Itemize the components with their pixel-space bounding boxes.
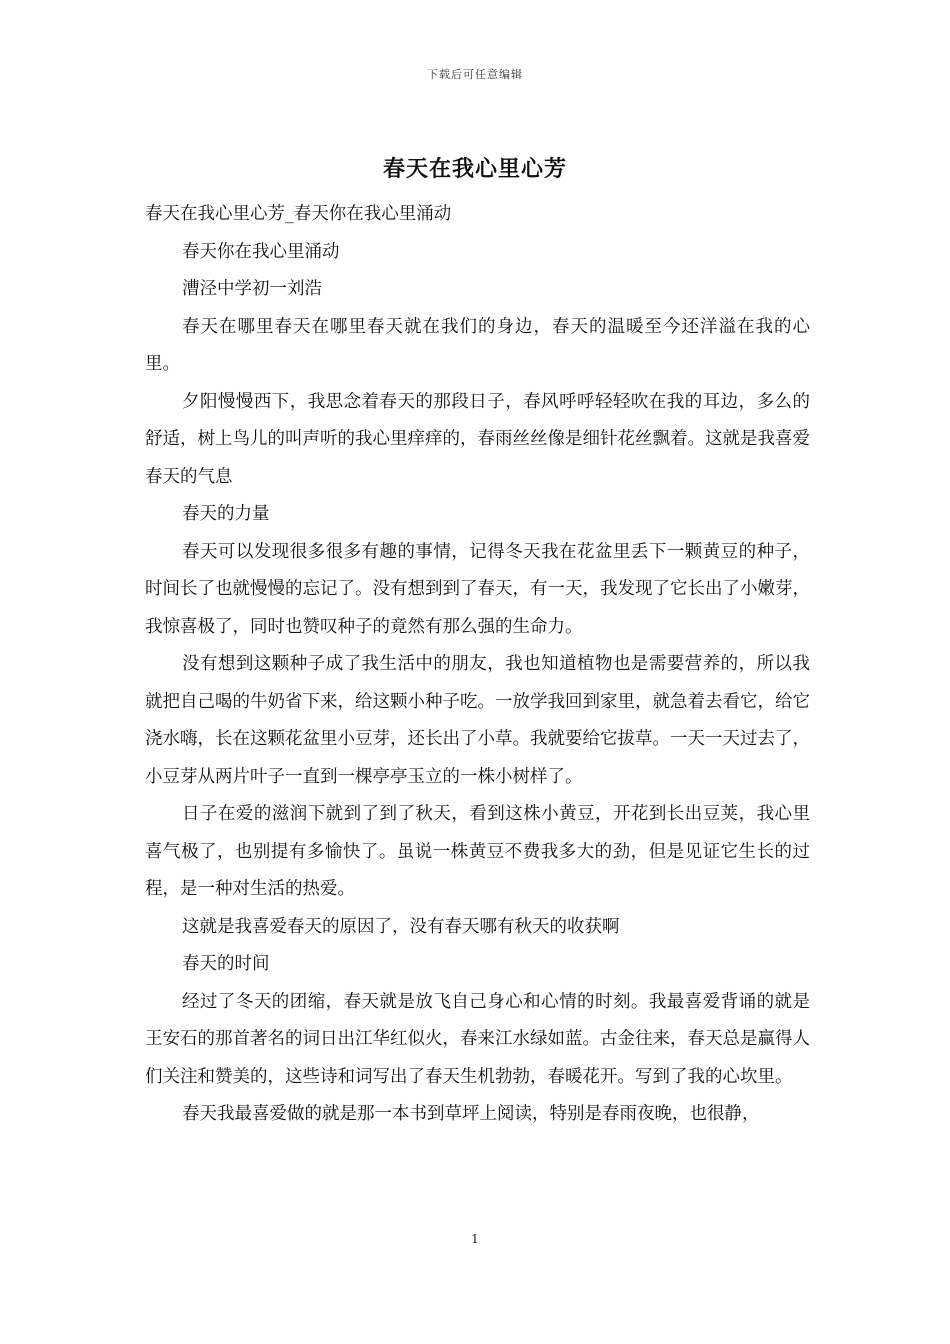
section-heading: 春天的时间	[182, 954, 270, 974]
paragraph: 这就是我喜爱春天的原因了，没有春天哪有秋天的收获啊	[182, 916, 620, 937]
document-title: 春天在我心里心芳	[382, 156, 567, 182]
paragraph-subtitle: 春天在我心里心芳_春天你在我心里涌动	[145, 204, 452, 224]
paragraph: 春天可以发现很多很多有趣的事情，记得冬天我在花盆里丢下一颗黄豆的种子，时间长了也就慢慢的忘记了。没有想到到了春天，有一天，我发现了它长出了小嫩芽，我惊喜极了，同时也赞叹种子的竟然有那么强的生命力。	[145, 541, 810, 637]
paragraph: 没有想到这颗种子成了我生活中的朋友，我也知道植物也是需要营养的，所以我就把自己喝的牛奶省下来，给这颗小种子吃。一放学我回到家里，就急着去看它，给它浇水嗨，长在这颗花盆里小豆芽，还长出了小草。我就要给它拔草。一天一天过去了，小豆芽从两片叶子一直到一棵亭亭玉立的一株小树样了。	[145, 654, 810, 787]
paragraph-heading: 春天你在我心里涌动	[182, 241, 340, 262]
paragraph: 春天我最喜爱做的就是那一本书到草坪上阅读，特别是春雨夜晚，也很静，	[182, 1104, 760, 1124]
paragraph: 日子在爱的滋润下就到了到了秋天，看到这株小黄豆，开花到长出豆荚，我心里喜气极了，也别提有多愉快了。虽说一株黄豆不费我多大的劲，但是见证它生长的过程，是一种对生活的热爱。	[145, 804, 810, 899]
document-body	[145, 196, 810, 1134]
header-note: 下载后可任意编辑	[427, 68, 523, 81]
paragraph: 经过了冬天的团缩，春天就是放飞自己身心和心情的时刻。我最喜爱背诵的就是王安石的那首著名的词日出江华红似火，春来江水绿如蓝。古金往来，春天总是赢得人们关注和赞美的，这些诗和词写出了春天生机勃勃，春暖花开。写到了我的心坎里。	[145, 991, 810, 1087]
paragraph-author: 漕泾中学初一刘浩	[182, 279, 322, 299]
section-heading: 春天的力量	[182, 504, 270, 524]
paragraph: 春天在哪里春天在哪里春天就在我们的身边，春天的温暖至今还洋溢在我的心里。	[145, 316, 810, 374]
page-number: 1	[471, 1232, 479, 1246]
paragraph: 夕阳慢慢西下，我思念着春天的那段日子，春风呼呼轻轻吹在我的耳边，多么的舒适，树上鸟儿的叫声听的我心里痒痒的，春雨丝丝像是细针花丝飘着。这就是我喜爱春天的气息	[145, 391, 810, 487]
